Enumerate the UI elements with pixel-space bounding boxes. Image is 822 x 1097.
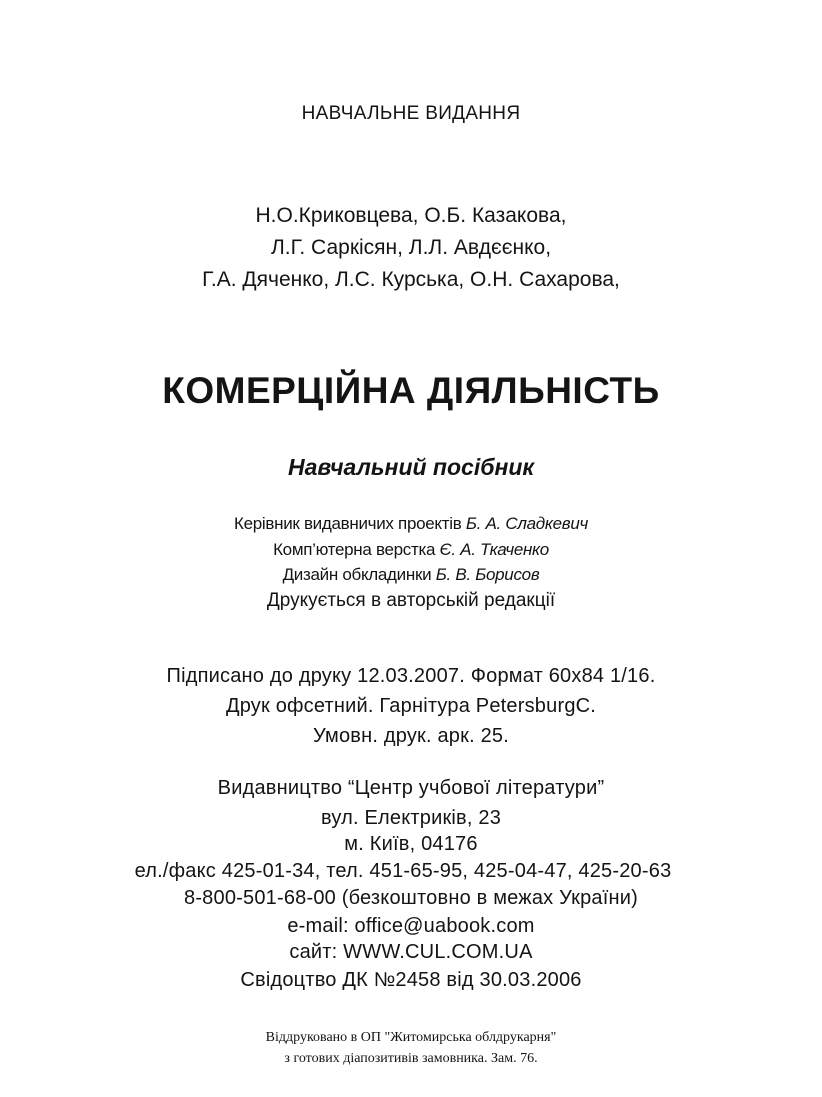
credit-name: Б. В. Борисов bbox=[435, 565, 540, 584]
printer-note-line-2: з готових діапозитивів замовника. Зам. 76. bbox=[284, 1051, 538, 1066]
publisher-city: м. Київ, 04176 bbox=[344, 833, 478, 855]
publisher-street: вул. Електриків, 23 bbox=[320, 807, 502, 829]
authors-line-2: Л.Г. Саркісян, Л.Л. Авдєєнко, bbox=[270, 236, 552, 259]
credit-role: Керівник видавничих проектів bbox=[233, 514, 462, 533]
publisher-email: e-mail: office@uabook.com bbox=[287, 915, 535, 937]
credit-cover-design bbox=[0, 566, 822, 583]
authors-line-1: Н.О.Криковцева, О.Б. Казакова, bbox=[255, 204, 567, 227]
credit-project-manager bbox=[0, 515, 822, 532]
print-info-line-1: Підписано до друку 12.03.2007. Формат 60х84 1/16. bbox=[166, 665, 656, 687]
publisher-free-phone: 8-800-501-68-00 (безкоштовно в межах України) bbox=[184, 887, 638, 909]
print-info-line-3: Умовн. друк. арк. 25. bbox=[312, 725, 509, 747]
publisher-site: сайт: WWW.CUL.COM.UA bbox=[289, 941, 533, 963]
credit-role: Дизайн обкладинки bbox=[282, 565, 432, 584]
credit-name: Є. А. Ткаченко bbox=[439, 540, 549, 559]
publisher-phones: ел./факс 425-01-34, тел. 451-65-95, 425-04-47, 425-20-63 bbox=[134, 860, 672, 882]
book-subtitle: Навчальний посібник bbox=[287, 454, 535, 480]
print-info-line-2: Друк офсетний. Гарнітура PetersburgC. bbox=[225, 695, 597, 717]
publisher-certificate: Свідоцтво ДК №2458 від 30.03.2006 bbox=[240, 969, 582, 991]
publisher-name: Видавництво “Центр учбової літератури” bbox=[217, 777, 605, 799]
credit-name: Б. А. Сладкевич bbox=[465, 514, 588, 533]
credit-layout bbox=[0, 541, 822, 558]
credit-role: Комп’ютерна верстка bbox=[273, 540, 436, 559]
edition-note: Друкується в авторській редакції bbox=[266, 590, 556, 611]
printer-note-line-1: Віддруковано в ОП "Житомирська облдрукарня" bbox=[265, 1030, 557, 1045]
book-title: КОМЕРЦІЙНА ДІЯЛЬНІСТЬ bbox=[162, 370, 660, 411]
edition-type: НАВЧАЛЬНЕ ВИДАННЯ bbox=[301, 103, 521, 124]
authors-line-3: Г.А. Дяченко, Л.С. Курська, О.Н. Сахарова, bbox=[202, 268, 620, 291]
